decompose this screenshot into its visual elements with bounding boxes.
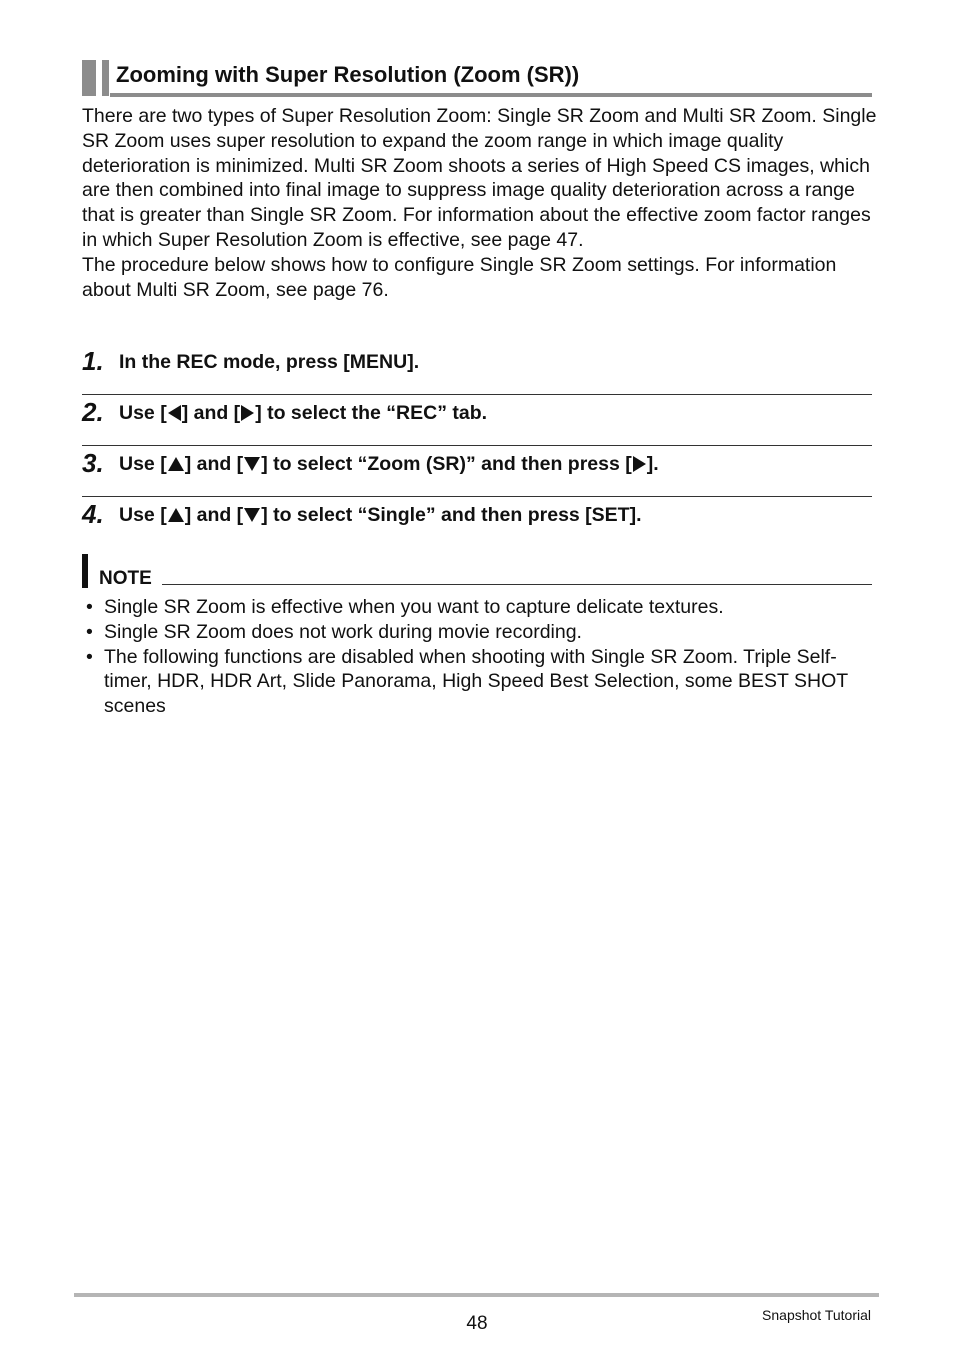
step-text-part: ] and [: [181, 402, 241, 424]
step-2: [82, 395, 872, 446]
note-rule: [162, 584, 872, 585]
note-list: [82, 595, 872, 719]
note-item: [82, 595, 872, 620]
step-3: [82, 446, 872, 497]
step-text-part: Use [: [119, 402, 167, 424]
step-text-part: ].: [646, 453, 659, 475]
right-triangle-icon: [241, 405, 254, 421]
intro-text: [82, 104, 882, 302]
heading-bar-thick: [82, 60, 96, 96]
section-name: Snapshot Tutorial: [762, 1307, 871, 1323]
page-number: 48: [466, 1313, 488, 1334]
note-item-text: Single SR Zoom does not work during movie recording.: [104, 620, 582, 643]
bullet-icon: •: [86, 645, 93, 668]
step-text-part: ] to select “Single” and then press [SET].: [261, 504, 642, 526]
step-text: [119, 402, 487, 425]
section-title: Zooming with Super Resolution (Zoom (SR)): [116, 62, 580, 87]
step-number: 4.: [82, 499, 104, 529]
step-text-part: ] and [: [184, 453, 244, 475]
intro-paragraph-1: There are two types of Super Resolution Zoom: Single SR Zoom and Multi SR Zoom. Single SR Zoom uses super resolution to expand the zoom range in which image quality deterioration is minimized. Multi SR Zoom shoots a series of High Speed CS images, which are then combined into final image to suppress image quality deterioration across a range that is greater than Single SR Zoom. For information about the effective zoom factor ranges in which Super Resolution Zoom is effective, see page 47.: [82, 105, 877, 251]
step-text-part: Use [: [119, 453, 167, 475]
footer-rule: [74, 1293, 879, 1297]
note-item-text: The following functions are disabled when shooting with Single SR Zoom. Triple Self-timer, HDR, HDR Art, Slide Panorama, High Speed Best Selection, some BEST SHOT scenes: [104, 645, 848, 718]
note-item: [82, 620, 872, 645]
step-text-part: Use [: [119, 504, 167, 526]
step-text-part: ] to select the “REC” tab.: [255, 402, 488, 424]
note-header: [82, 554, 872, 590]
note-label: NOTE: [99, 568, 152, 589]
step-number: 1.: [82, 346, 104, 376]
note-item-text: Single SR Zoom is effective when you want to capture delicate textures.: [104, 596, 724, 618]
step-text: [119, 351, 419, 374]
heading-bar-thin: [102, 60, 109, 96]
heading-underline: [110, 93, 872, 97]
down-triangle-icon: [244, 457, 260, 471]
note-item: [82, 645, 872, 719]
step-text: [119, 504, 642, 527]
up-triangle-icon: [168, 457, 184, 471]
right-triangle-icon: [633, 456, 646, 472]
bullet-icon: •: [86, 620, 93, 643]
step-number: 3.: [82, 448, 104, 478]
step-1: [82, 344, 872, 395]
step-4: [82, 497, 872, 548]
intro-paragraph-2: The procedure below shows how to configure Single SR Zoom settings. For information about Multi SR Zoom, see page 76.: [82, 253, 837, 301]
step-text-part: In the REC mode, press [MENU].: [119, 351, 420, 373]
step-number: 2.: [82, 397, 104, 427]
step-text-part: ] and [: [184, 504, 244, 526]
note-bar: [82, 554, 88, 588]
left-triangle-icon: [168, 405, 181, 421]
section-heading: [82, 58, 872, 98]
up-triangle-icon: [168, 508, 184, 522]
procedure-steps: [82, 344, 872, 548]
step-text: [119, 453, 659, 476]
down-triangle-icon: [244, 508, 260, 522]
step-text-part: ] to select “Zoom (SR)” and then press [: [261, 453, 632, 475]
bullet-icon: •: [86, 596, 93, 618]
